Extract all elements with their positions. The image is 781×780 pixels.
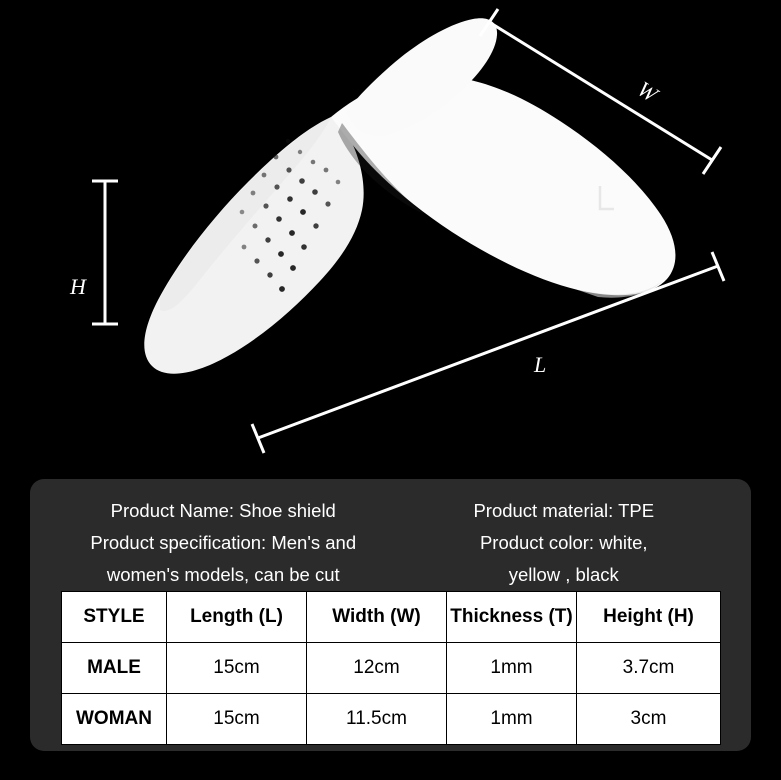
size-table (61, 591, 721, 745)
row-male-width: 12cm (307, 643, 447, 694)
height-dimension-label: H (70, 274, 87, 299)
product-specification-line-2: women's models, can be cut (106, 563, 340, 585)
table-header-style: STYLE (62, 592, 167, 643)
specification-panel (30, 479, 751, 751)
product-material-line: Product material: TPE (473, 500, 655, 521)
table-row (62, 694, 721, 745)
table-header-height: Height (H) (577, 592, 721, 643)
product-name-line: Product Name: Shoe shield (110, 500, 336, 521)
table-header-length: Length (L) (167, 592, 307, 643)
product-specification-line-1: Product specification: Men's and (90, 531, 357, 553)
product-color-line-2: yellow , black (508, 563, 619, 585)
specification-left-column (44, 495, 391, 590)
length-dimension-label: L (534, 352, 547, 377)
row-male-length: 15cm (167, 643, 307, 694)
table-header-width: Width (W) (307, 592, 447, 643)
product-color-line-1: Product color: white, (479, 531, 648, 553)
height-dimension-arrow (92, 180, 118, 325)
table-header-thickness: Thickness (T) (447, 592, 577, 643)
specification-text-block (44, 495, 737, 590)
row-woman-height: 3cm (577, 694, 721, 745)
row-male-style: MALE (62, 643, 167, 694)
row-woman-style: WOMAN (62, 694, 167, 745)
row-woman-width: 11.5cm (307, 694, 447, 745)
table-row (62, 643, 721, 694)
row-woman-length: 15cm (167, 694, 307, 745)
width-dimension-label: W (632, 75, 663, 108)
row-male-thickness: 1mm (447, 643, 577, 694)
table-header-row (62, 592, 721, 643)
row-male-height: 3.7cm (577, 643, 721, 694)
shoe-shield-shape (144, 18, 675, 373)
specification-right-column (391, 495, 738, 590)
row-woman-thickness: 1mm (447, 694, 577, 745)
